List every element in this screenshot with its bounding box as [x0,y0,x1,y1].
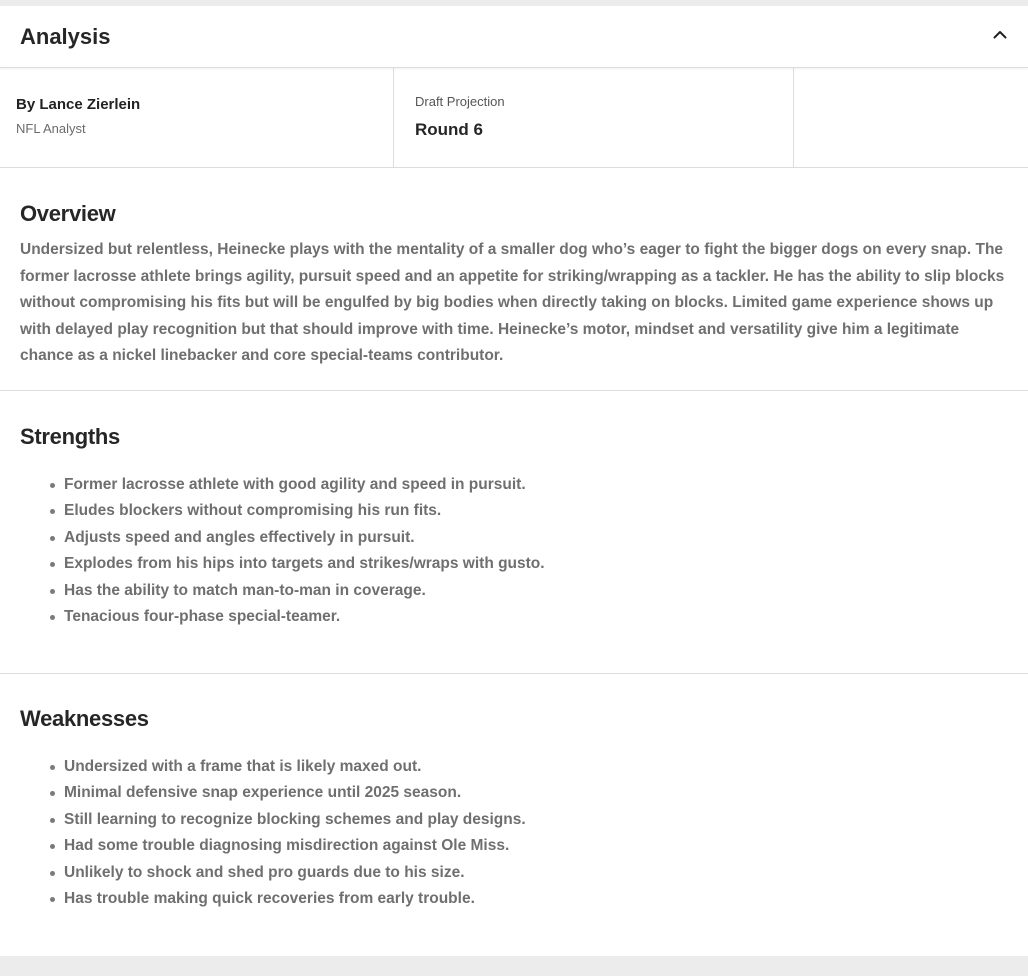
chevron-up-icon[interactable] [988,23,1012,47]
strengths-section [0,391,1028,674]
list-item: Unlikely to shock and shed pro guards due to his size. [50,860,1008,886]
weaknesses-title: Weaknesses [20,706,149,731]
list-item: Eludes blockers without compromising his run fits. [50,498,1008,524]
author-cell [0,68,394,167]
author-name: By Lance Zierlein [16,96,141,113]
list-item: Explodes from his hips into targets and strikes/wraps with gusto. [50,551,1008,577]
projection-value: Round 6 [415,120,483,139]
list-item: Undersized with a frame that is likely maxed out. [50,754,1008,780]
list-item: Had some trouble diagnosing misdirection against Ole Miss. [50,833,1008,859]
projection-cell [394,68,794,167]
list-item: Former lacrosse athlete with good agility and speed in pursuit. [50,472,1008,498]
list-item: Has trouble making quick recoveries from early trouble. [50,886,1008,912]
list-item: Minimal defensive snap experience until 2025 season. [50,780,1008,806]
overview-title: Overview [20,201,116,226]
list-item: Tenacious four-phase special-teamer. [50,604,1008,630]
weaknesses-list [20,754,1008,912]
analysis-card [0,6,1028,956]
empty-cell [794,68,1028,167]
strengths-list [20,472,1008,630]
strengths-title: Strengths [20,424,120,449]
overview-section [0,168,1028,391]
list-item: Has the ability to match man-to-man in coverage. [50,578,1008,604]
weaknesses-section [0,674,1028,956]
list-item: Adjusts speed and angles effectively in pursuit. [50,525,1008,551]
analysis-meta [0,68,1028,168]
analysis-header[interactable] [0,6,1028,68]
projection-label: Draft Projection [415,94,505,109]
overview-text: Undersized but relentless, Heinecke plays with the mentality of a smaller dog who’s eager to fight the bigger dogs on every snap. The former lacrosse athlete brings agility, pursuit speed and an appetite for striking/wrapping as a tackler. He has the ability to slip blocks without compromising his fits but will be engulfed by big bodies when directly taking on blocks. Limited game experience shows up with delayed play recognition but that should improve with time. Heinecke’s motor, mindset and versatility give him a legitimate chance as a nickel linebacker and core special-teams contributor. [20,241,1005,364]
author-role: NFL Analyst [16,121,86,136]
analysis-title: Analysis [20,23,111,49]
list-item: Still learning to recognize blocking schemes and play designs. [50,807,1008,833]
